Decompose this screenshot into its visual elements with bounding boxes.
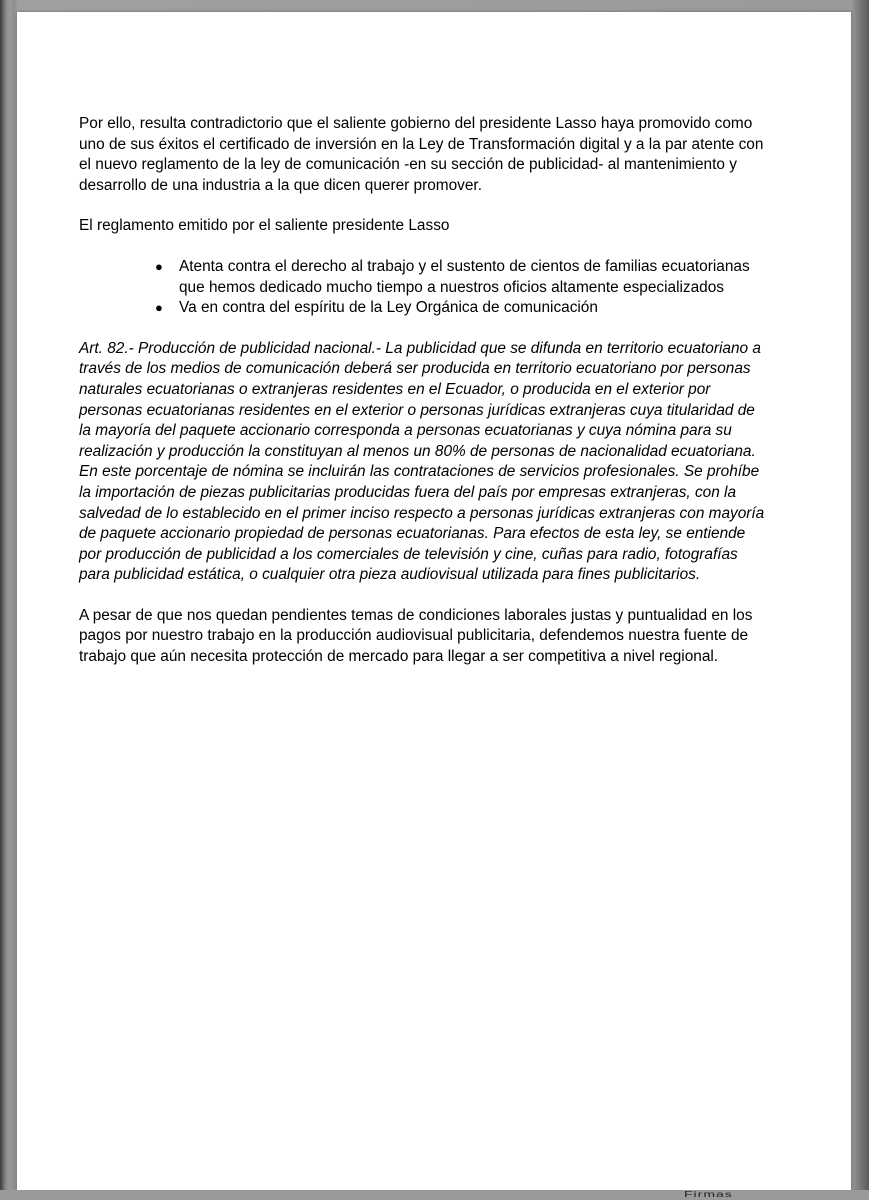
next-page-edge (0, 1190, 869, 1200)
bullet-text: Atenta contra el derecho al trabajo y el sustento de cientos de familias ecuatorianas que hemos dedicado mucho tiempo a nuestros oficios altamente especializados (179, 257, 750, 296)
regulation-lead-paragraph: El reglamento emitido por el saliente presidente Lasso (79, 217, 450, 235)
page-content (79, 114, 769, 668)
bullet-text: Va en contra del espíritu de la Ley Orgánica de comunicación (179, 299, 598, 317)
bullet-list (79, 257, 769, 319)
bullet-icon: ● (155, 258, 163, 274)
intro-paragraph: Por ello, resulta contradictorio que el saliente gobierno del presidente Lasso haya promovido como uno de sus éxitos el certificado de inversión en la Ley de Transformación digital y a la par atente con el nuevo reglamento de la ley de comunicación -en su sección de publicidad- al mantenimiento y desarrollo de una industria a la que dicen querer promover. (79, 115, 764, 194)
closing-paragraph: A pesar de que nos quedan pendientes temas de condiciones laborales justas y puntualidad en los pagos por nuestro trabajo en la producción audiovisual publicitaria, defendemos nuestra fuente de trabajo que aún necesita protección de mercado para llegar a ser competitiva a nivel regional. (79, 606, 753, 666)
article-82-quote: Art. 82.- Producción de publicidad nacional.- La publicidad que se difunda en territorio ecuatoriano a través de los medios de comunicación deberá ser producida en territorio ecuatoriano por personas naturales ecuatorianas o extranjeras residentes en el Ecuador, o producida en el exterior por personas ecuatorianas residentes en el exterior o personas jurídicas extranjeras cuya titularidad de la mayoría del paquete accionario corresponda a personas ecuatorianas y cuya nómina para su realización y producción la constituyan al menos un 80% de personas de nacionalidad ecuatoriana. En este porcentaje de nómina se incluirán las contrataciones de servicios profesionales. Se prohíbe la importación de piezas publicitarias producidas fuera del país por empresas extranjeras, con la salvedad de lo establecido en el primer inciso respecto a personas jurídicas extranjeras con mayoría de paquete accionario propiedad de personas ecuatorianas. Para efectos de esta ley, se entiende por producción de publicidad a los comerciales de televisión y cine, cuñas para radio, fotografías para publicidad estática, o cualquier otra pieza audiovisual utilizada para fines publicitarios. (79, 339, 765, 584)
next-page-text-fragment: Firmas (684, 1189, 733, 1199)
bullet-icon: ● (155, 300, 163, 316)
bullet-item (79, 257, 769, 298)
bullet-item (79, 298, 769, 319)
document-page (17, 12, 851, 1190)
